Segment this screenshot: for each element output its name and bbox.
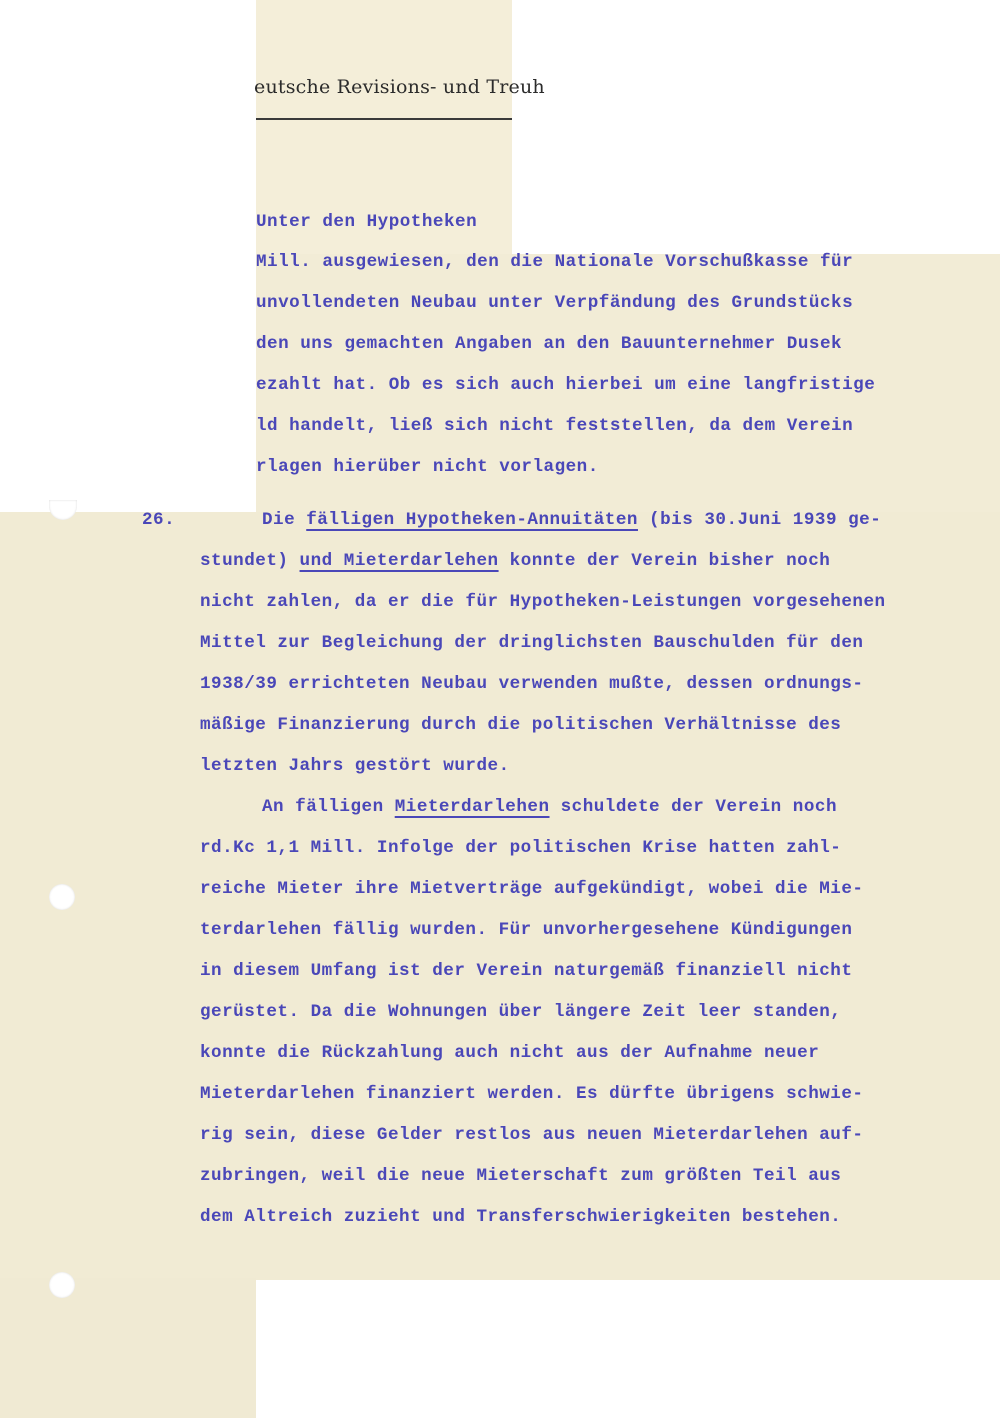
text-line: Unter den Hypotheken xyxy=(256,212,478,232)
text-line: ezahlt hat. Ob es sich auch hierbei um eine langfristige xyxy=(256,375,876,395)
text-line: gerüstet. Da die Wohnungen über längere Zeit leer standen, xyxy=(200,1002,842,1022)
text-line: Mieterdarlehen finanziert werden. Es dürfte übrigens schwie- xyxy=(200,1084,864,1104)
punch-hole xyxy=(49,1272,75,1298)
letterhead xyxy=(254,74,545,104)
section-number: 26. xyxy=(142,510,176,530)
text-line: Mittel zur Begleichung der dringlichsten Bauschulden für den xyxy=(200,633,864,653)
text-line: in diesem Umfang ist der Verein naturgemäß finanziell nicht xyxy=(200,961,853,981)
text-line: dem Altreich zuzieht und Transferschwierigkeiten bestehen. xyxy=(200,1207,842,1227)
text-line: unvollendeten Neubau unter Verpfändung des Grundstücks xyxy=(256,293,854,313)
paragraph-2-line-1: An fälligen Mieterdarlehen schuldete der Verein noch xyxy=(262,797,838,817)
letterhead-rule xyxy=(256,118,512,120)
underlined-term: und Mieterdarlehen xyxy=(299,551,499,571)
letterhead-text: eutsche Revisions- und Treuh xyxy=(254,76,545,98)
text-line: 1938/39 errichteten Neubau verwenden mußte, dessen ordnungs- xyxy=(200,674,864,694)
text-line: rlagen hierüber nicht vorlagen. xyxy=(256,457,599,477)
text-line: den uns gemachten Angaben an den Bauunternehmer Dusek xyxy=(256,334,843,354)
underlined-term: fälligen Hypotheken-Annuitäten xyxy=(306,510,638,530)
punch-hole xyxy=(49,884,75,910)
paragraph-1-line-2: stundet) und Mieterdarlehen konnte der Verein bisher noch xyxy=(200,551,831,571)
text-line: Mill. ausgewiesen, den die Nationale Vorschußkasse für xyxy=(256,252,854,272)
text-line: letzten Jahrs gestört wurde. xyxy=(200,756,510,776)
fragment-middle-text xyxy=(256,246,1000,512)
text-line: zubringen, weil die neue Mieterschaft zum größten Teil aus xyxy=(200,1166,842,1186)
text-line: rig sein, diese Gelder restlos aus neuen Mieterdarlehen auf- xyxy=(200,1125,864,1145)
text-line: konnte die Rückzahlung auch nicht aus der Aufnahme neuer xyxy=(200,1043,820,1063)
text-line: rd.Kc 1,1 Mill. Infolge der politischen Krise hatten zahl- xyxy=(200,838,842,858)
paragraph-1-line-1: Die fälligen Hypotheken-Annuitäten (bis 30.Juni 1939 ge- xyxy=(262,510,882,530)
paper-fragment-bottom xyxy=(0,1278,256,1418)
text-line: mäßige Finanzierung durch die politischen Verhältnisse des xyxy=(200,715,842,735)
text-line: terdarlehen fällig wurden. Für unvorhergesehene Kündigungen xyxy=(200,920,853,940)
text-line: ld handelt, ließ sich nicht feststellen, da dem Verein xyxy=(256,416,854,436)
text-line: nicht zahlen, da er die für Hypotheken-Leistungen vorgesehenen xyxy=(200,592,886,612)
text-line: reiche Mieter ihre Mietverträge aufgekündigt, wobei die Mie- xyxy=(200,879,864,899)
underlined-term: Mieterdarlehen xyxy=(394,797,550,817)
